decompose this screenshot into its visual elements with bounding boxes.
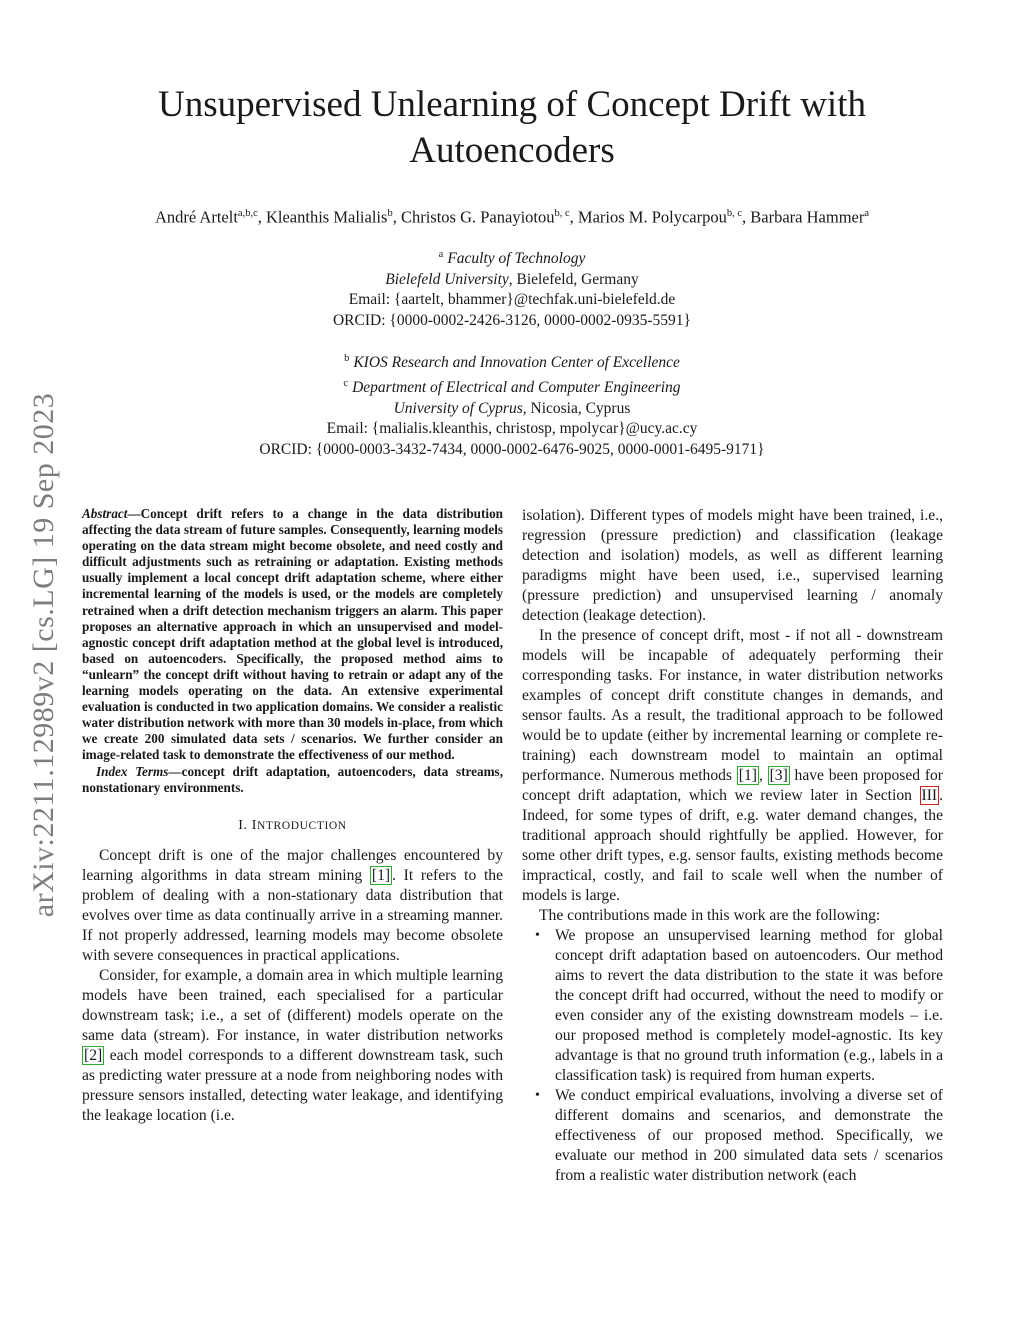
section-title-rest: NTRODUCTION (257, 819, 347, 832)
affiliation-location: , Nicosia, Cyprus (522, 399, 631, 417)
arxiv-sidebar (24, 365, 64, 945)
affiliation-center: KIOS Research and Innovation Center of Excellence (353, 354, 680, 372)
abstract-text: Concept drift refers to a change in the data distribution affecting the data stream of future samples. Consequently, learning models operating on the data stream might become obsolete, and need costly and difficult adjustments such as retraining or adaptation. Existing methods usually implement a local concept drift adaptation scheme, where either incremental learning of the models is used, or the models are completely retrained when a drift detection mechanism triggers an alarm. This paper proposes an alternative approach in which an unsupervised and model-agnostic concept drift adaptation method at the global level is introduced, based on autoencoders. Specifically, the proposed method aims to “unlearn” the concept drift without having to retrain or adapt any of the learning models operating on the data. An extensive experimental evaluation is conducted in two application domains. We consider a realistic water distribution network with more than 30 models in-place, from which we create 200 simulated data sets / scenarios. We further consider an image-related task to demonstrate the effectiveness of our method. (82, 506, 503, 763)
author-affiliation-mark: a,b,c (237, 208, 258, 219)
citation-link[interactable]: [1] (371, 866, 391, 884)
paragraph-text: . It refers to the problem of dealing with a non-stationary data distribution that evolves over time as data continually arrive in a streaming manner. If not properly addressed, learning models may become obsolete with severe consequences in practical applications. (82, 866, 503, 964)
author-affiliation-mark: b, c (554, 208, 570, 219)
section-heading-introduction (82, 818, 503, 834)
paragraph-text: each model corresponds to a different downstream task, such as predicting water pressure at a node from neighboring nodes with pressure sensors installed, detecting water leakage, and identifying the leakage location (i.e. (82, 1046, 503, 1124)
contributions-list (522, 926, 943, 1186)
paragraph-text: have been proposed for concept drift adaptation, which we review later in Section (522, 767, 944, 804)
affiliation-university: Bielefeld University (385, 270, 509, 288)
affiliation-faculty: Faculty of Technology (447, 250, 586, 268)
abstract (82, 506, 503, 764)
affiliation-department: Department of Electrical and Computer Engineering (352, 378, 681, 396)
author-affiliation-mark: a (864, 208, 870, 219)
abstract-dash: — (127, 506, 141, 521)
author-affiliation-mark: b, c (726, 208, 743, 219)
list-item (535, 1086, 943, 1186)
affiliation-a (90, 245, 934, 332)
index-terms (82, 764, 503, 796)
right-paragraph-2 (522, 626, 943, 906)
abstract-label: Abstract (82, 506, 128, 521)
right-paragraph-1: isolation). Different types of models might have been trained, i.e., regression (pressure prediction) and classification (leakage detection and isolation) models, as well as different learning paradigms might have been used, i.e., supervised learning (pressure prediction) and unsupervised learning / anomaly detection (leakage detection). (522, 507, 943, 624)
citation-link[interactable]: [1] (738, 767, 757, 784)
affiliation-orcid: ORCID: {0000-0003-3432-7434, 0000-0002-6476-9025, 0000-0001-6495-9171} (259, 440, 765, 458)
author-list: André Artelt$^{a,b,c}$, Kleanthis Malialis$^b$, Christos G. Panayiotou$^{b, c}$, Marios M. Polycarpou$^{b, c}$, Barbara Hammer$^a$ (154, 207, 870, 227)
right-column (522, 506, 943, 1186)
affiliation-orcid: ORCID: {0000-0002-2426-3126, 0000-0002-0935-5591} (332, 311, 691, 329)
paragraph-text: , (758, 767, 768, 784)
list-item-text: We conduct empirical evaluations, involving a diverse set of different domains and scenarios, and demonstrate the effectiveness of our proposed method. Specifically, we evaluate our method in 200 simulated data sets / scenarios from a realistic water distribution network (each (555, 1087, 943, 1184)
list-item-text: We propose an unsupervised learning method for global concept drift adaptation based on autoencoders. Our method aims to revert the data distribution to the state it was before the concept drift had occurred, without the need to modify or even consider any of the existing downstream models – i.e. our proposed method is completely model-agnostic. Its key advantage is that no ground truth information (e.g., labels in a classification task) is required from human experts. (555, 927, 943, 1084)
author-name: André Artelt (154, 207, 238, 227)
index-terms-label: Index Terms (96, 763, 169, 779)
list-item (535, 926, 943, 1086)
author-name: Barbara Hammer (750, 207, 865, 227)
affiliation-location: , Bielefeld, Germany (508, 270, 639, 288)
affiliation-bc (90, 349, 934, 460)
intro-paragraph-2 (82, 966, 503, 1126)
right-paragraph-3: The contributions made in this work are the following: (539, 907, 881, 924)
affiliation-email: Email: {aartelt, bhammer}@techfak.uni-bielefeld.de (348, 291, 676, 309)
affiliation-mark: b (344, 353, 350, 364)
paper-title: Unsupervised Unlearning of Concept Drift with Autoencoders (158, 84, 866, 171)
index-terms-dash: — (168, 763, 182, 779)
paragraph-text: Consider, for example, a domain area in which multiple learning models have been trained, each specialised for a particular downstream task; i.e., a set of (different) models operate on the same data (stream). For instance, in water distribution networks (82, 966, 503, 1044)
paragraph-text: Concept drift is one of the major challenges encountered by learning algorithms in data stream mining (82, 846, 503, 884)
section-number: I. (238, 817, 252, 833)
index-terms-text: concept drift adaptation, autoencoders, data streams, nonstationary environments. (82, 763, 503, 795)
paragraph-text: . Indeed, for some types of drift, e.g. water demand changes, the traditional approach should rightfully be applied. However, for some other drift types, e.g. sensor faults, existing methods become impractical, costly, and fail to scale well when the number of models is large. (522, 787, 943, 904)
left-column (82, 506, 503, 1126)
affiliation-mark: a (438, 249, 444, 260)
citation-link[interactable]: [3] (769, 767, 788, 784)
affiliation-mark: c (343, 377, 349, 389)
arxiv-identifier: arXiv:2211.12989v2 [cs.LG] 19 Sep 2023 (27, 392, 60, 918)
section-link[interactable]: III (921, 787, 938, 804)
intro-paragraph-1 (82, 846, 503, 966)
author-name: Marios M. Polycarpou (577, 207, 727, 227)
citation-link[interactable]: [2] (84, 1046, 103, 1064)
author-name: Kleanthis Malialis (265, 207, 388, 227)
affiliation-university: University of Cyprus (393, 399, 523, 417)
section-title-initial: I (251, 817, 258, 833)
affiliation-email: Email: {malialis.kleanthis, christosp, mpolycar}@ucy.ac.cy (326, 420, 698, 438)
paragraph-text: In the presence of concept drift, most - if not all - downstream models will be incapable of adequately performing their corresponding tasks. For instance, in water distribution networks examples of concept drift constitute changes in demands, and sensor faults. As a result, the traditional approach to be followed would be to update (either by incremental learning or complete re-training) each downstream model to maintain an optimal performance. Numerous methods (522, 627, 943, 784)
author-name: Christos G. Panayiotou (400, 207, 555, 227)
bullet-icon: • (535, 1088, 540, 1103)
author-affiliation-mark: b (387, 208, 393, 219)
bullet-icon: • (535, 928, 540, 943)
